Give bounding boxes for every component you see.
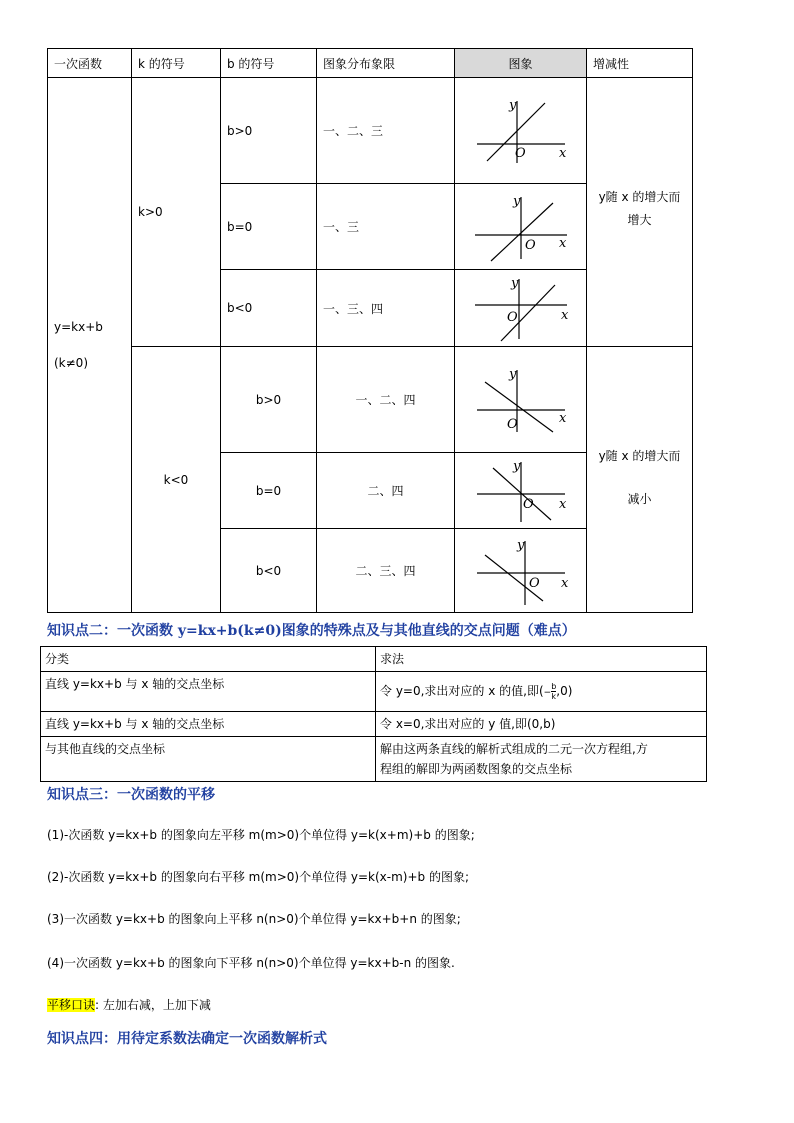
graph-cell	[455, 529, 587, 613]
translation-rule-1: (1)-次函数 y=kx+b 的图象向左平移 m(m>0)个单位得 y=k(x+m)+b 的图象;	[47, 828, 475, 842]
method-line2: 程组的解即为两函数图象的交点坐标	[380, 762, 573, 776]
header-quadrants: 图象分布象限	[317, 49, 455, 78]
col-header-method: 求法	[376, 647, 707, 672]
header-k-sign: k 的符号	[132, 49, 221, 78]
line-graph-1	[471, 95, 571, 167]
decrease-line2: 减小	[627, 492, 652, 506]
method-cell	[376, 737, 707, 782]
function-label: y=kx+b	[54, 320, 103, 334]
category-cell: 直线 y=kx+b 与 x 轴的交点坐标	[41, 672, 376, 712]
intersection-table	[40, 646, 707, 782]
function-property-table	[47, 48, 693, 613]
b-sign: b>0	[221, 347, 317, 453]
k-positive: k>0	[132, 78, 221, 347]
b-sign: b<0	[221, 529, 317, 613]
axis-x-label: x	[558, 145, 566, 161]
line-graph-2	[471, 191, 571, 263]
origin-label: O	[522, 496, 534, 512]
increase-cell	[587, 78, 693, 347]
mnemonic-label: 平移口诀	[47, 998, 96, 1012]
method-text-end: ,0)	[556, 683, 573, 698]
header-b-sign: b 的符号	[221, 49, 317, 78]
decrease-line1: y随 x 的增大而	[598, 449, 681, 463]
b-sign: b>0	[221, 78, 317, 184]
b-sign: b<0	[221, 270, 317, 347]
line-graph-5	[471, 456, 571, 526]
line-graph-3	[471, 273, 571, 343]
mnemonic-text: : 左加右减，上加下减	[95, 998, 211, 1012]
origin-label: O	[514, 145, 526, 161]
translation-rule-2: (2)-次函数 y=kx+b 的图象向右平移 m(m>0)个单位得 y=k(x-m)+b 的图象;	[47, 870, 470, 884]
section3-title: 知识点三：一次函数的平移	[47, 787, 215, 803]
axis-y-label: y	[512, 193, 520, 209]
origin-label: O	[506, 416, 518, 432]
increase-line2: 增大	[627, 213, 652, 227]
function-condition: (k≠0)	[54, 356, 89, 370]
axis-x-label: x	[560, 575, 568, 591]
header-graph: 图象	[455, 49, 587, 78]
quadrants: 二、四	[317, 453, 455, 529]
quadrants: 二、三、四	[317, 529, 455, 613]
increase-line1: y随 x 的增大而	[598, 190, 681, 204]
method-text: 令 y=0,求出对应的 x 的值,即(	[380, 683, 544, 698]
graph-cell	[455, 347, 587, 453]
method-line1: 解由这两条直线的解析式组成的二元一次方程组,方	[380, 742, 648, 756]
category-cell: 与其他直线的交点坐标	[41, 737, 376, 782]
axis-x-label: x	[560, 308, 568, 323]
axis-y-label: y	[508, 366, 516, 382]
axis-x-label: x	[558, 496, 566, 512]
origin-label: O	[528, 575, 540, 591]
axis-y-label: y	[510, 276, 518, 291]
section2-title: 知识点二：一次函数 y=kx+b(k≠0)图象的特殊点及与其他直线的交点问题（难点）	[47, 623, 576, 639]
section4-title: 知识点四：用待定系数法确定一次函数解析式	[47, 1031, 327, 1047]
axis-y-label: y	[512, 458, 520, 474]
decrease-cell	[587, 347, 693, 613]
axis-x-label: x	[558, 410, 566, 426]
graph-cell	[455, 453, 587, 529]
mnemonic	[47, 996, 211, 1013]
frac-num: b	[551, 681, 557, 691]
k-negative: k<0	[132, 347, 221, 613]
function-cell	[48, 78, 132, 613]
axis-x-label: x	[558, 235, 566, 251]
header-function: 一次函数	[48, 49, 132, 78]
quadrants: 一、二、四	[317, 347, 455, 453]
quadrants: 一、三、四	[317, 270, 455, 347]
graph-cell	[455, 270, 587, 347]
category-cell: 直线 y=kx+b 与 x 轴的交点坐标	[41, 712, 376, 737]
frac-den: k	[551, 691, 557, 701]
col-header-category: 分类	[41, 647, 376, 672]
quadrants: 一、二、三	[317, 78, 455, 184]
header-monotonicity: 增减性	[587, 49, 693, 78]
axis-y-label: y	[516, 537, 524, 553]
method-cell: 令 x=0,求出对应的 y 值,即(0,b)	[376, 712, 707, 737]
origin-label: O	[506, 310, 518, 325]
line-graph-6	[471, 535, 571, 607]
axis-y-label: y	[508, 97, 516, 113]
b-sign: b=0	[221, 453, 317, 529]
line-graph-4	[471, 364, 571, 436]
graph-cell	[455, 184, 587, 270]
frac-sign: −	[543, 687, 552, 698]
quadrants: 一、三	[317, 184, 455, 270]
translation-rule-4: (4)一次函数 y=kx+b 的图象向下平移 n(n>0)个单位得 y=kx+b-n 的图象.	[47, 956, 455, 970]
origin-label: O	[524, 237, 536, 253]
b-sign: b=0	[221, 184, 317, 270]
method-cell	[376, 672, 707, 712]
graph-cell	[455, 78, 587, 184]
translation-rule-3: (3)一次函数 y=kx+b 的图象向上平移 n(n>0)个单位得 y=kx+b+n 的图象;	[47, 912, 461, 926]
